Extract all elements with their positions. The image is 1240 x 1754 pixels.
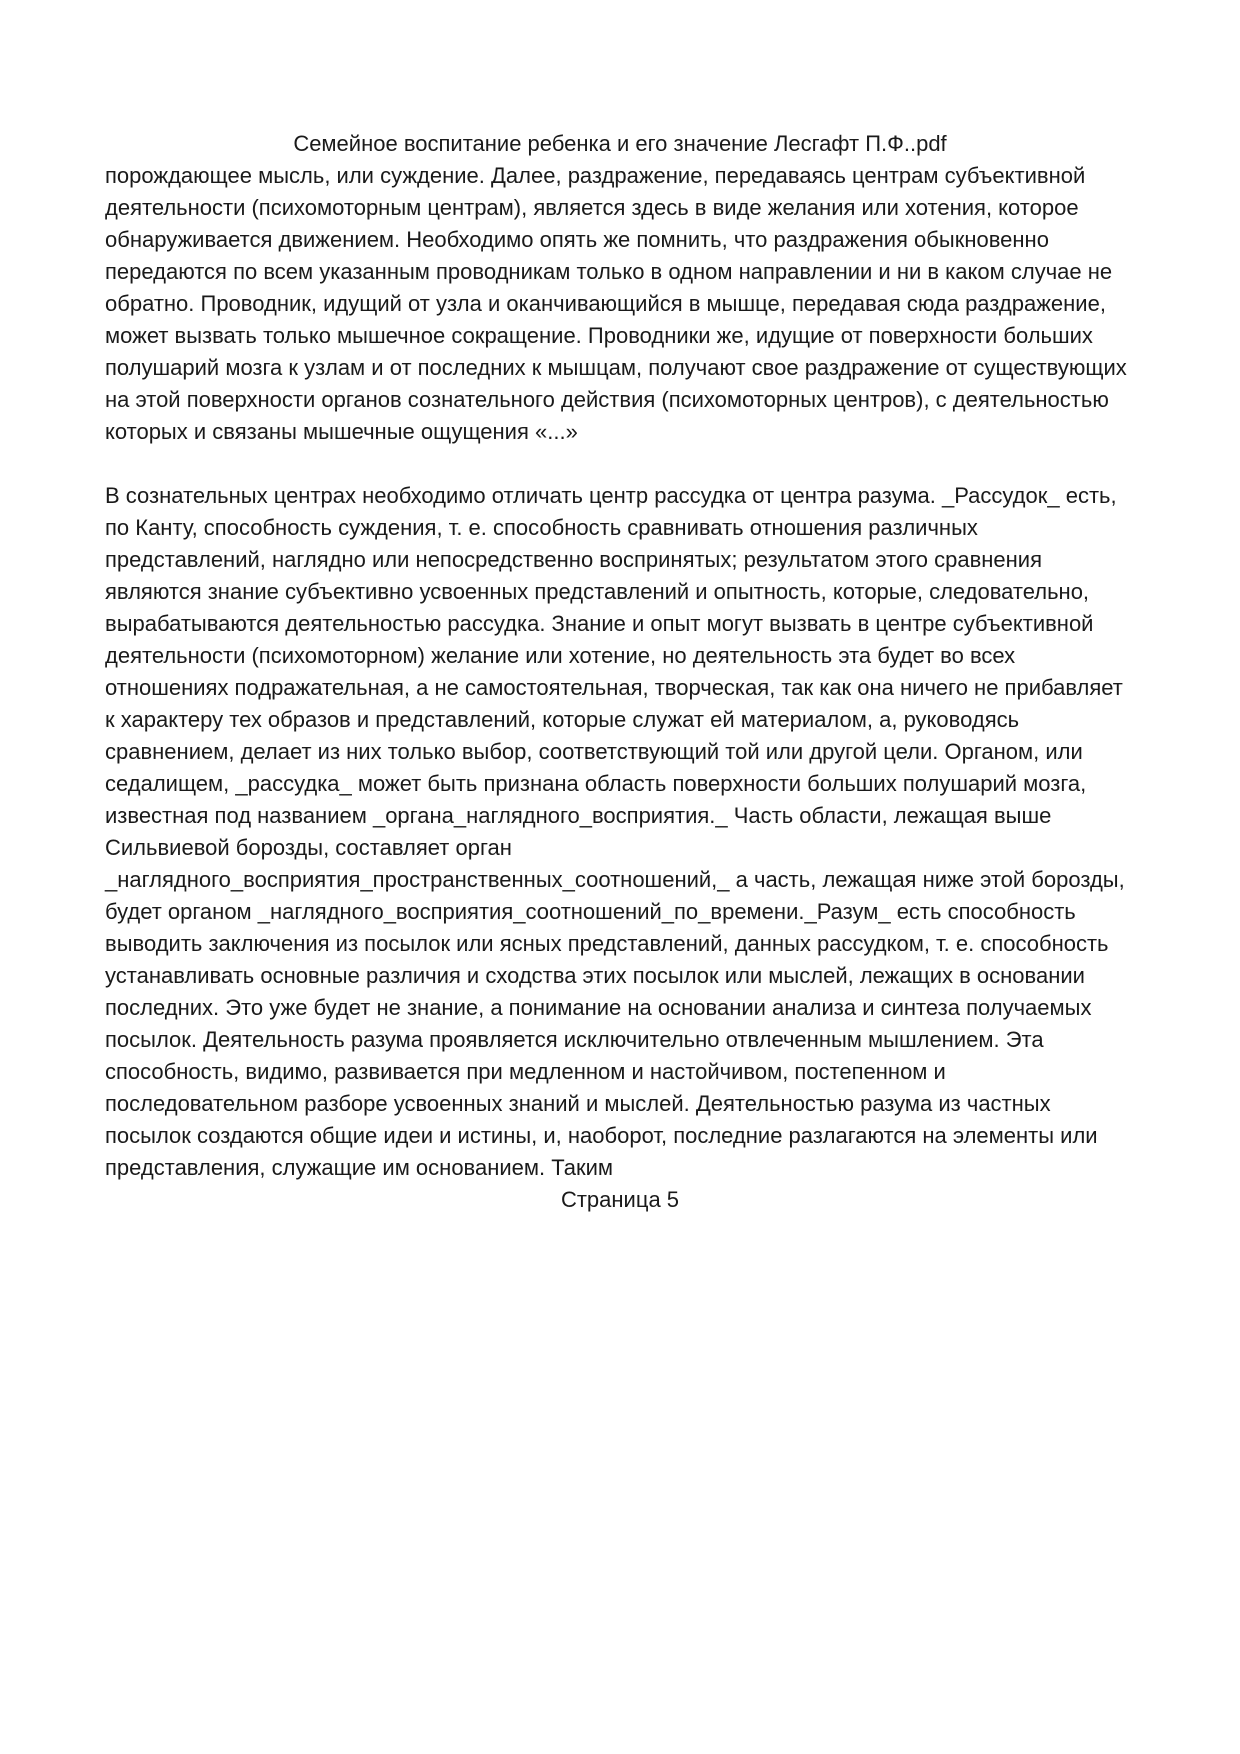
page-number: Страница 5 (560, 1187, 680, 1212)
document-title: Семейное воспитание ребенка и его значение Лесгафт П.Ф..pdf (293, 131, 947, 156)
paragraph-reason-intellect: В сознательных центрах необходимо отличать центр рассудка от центра разума. _Рассудок_ есть, по Канту, способность суждения, т. е. способность сравнивать отношения различных представлений, наглядно или непосредственно воспринятых; результатом этого сравнения являются знание субъективно усвоенных представлений и опытность, которые, следовательно, вырабатываются деятельностью рассудка. Знание и опыт могут вызвать в центре субъективной деятельности (психомоторном) желание или хотение, но деятельность эта будет во всех отношениях подражательная, а не самостоятельная, творческая, так как она ничего не прибавляет к характеру тех образов и представлений, которые служат ей материалом, а, руководясь сравнением, делает из них только выбор, соответствующий той или другой цели. Органом, или седалищем, _рассудка_ может быть признана область поверхности больших полушарий мозга, известная под названием _органа_наглядного_восприятия._ Часть области, лежащая выше Сильвиевой борозды, составляет орган _наглядного_восприятия_пространственных_соотношений,_ а часть, лежащая ниже этой борозды, будет органом _наглядного_восприятия_соотношений_по_времени._Разум_ есть способность выводить заключения из посылок или ясных представлений, данных рассудком, т. е. способность устанавливать основные различия и сходства этих посылок или мыслей, лежащих в основании последних. Это уже будет не знание, а понимание на основании анализа и синтеза получаемых посылок. Деятельность разума проявляется исключительно отвлеченным мышлением. Эта способность, видимо, развивается при медленном и настойчивом, постепенном и последовательном разборе усвоенных знаний и мыслей. Деятельностью разума из частных посылок создаются общие идеи и истины, и, наоборот, последние разлагаются на элементы или представления, служащие им основанием. Таким (105, 483, 1125, 1180)
paragraph-continuation: порождающее мысль, или суждение. Далее, раздражение, передаваясь центрам субъективной деятельности (психомоторным центрам), является здесь в виде желания или хотения, которое обнаруживается движением. Необходимо опять же помнить, что раздражения обыкновенно передаются по всем указанным проводникам только в одном направлении и ни в каком случае не обратно. Проводник, идущий от узла и оканчивающийся в мышце, передавая сюда раздражение, может вызвать только мышечное сокращение. Проводники же, идущие от поверхности больших полушарий мозга к узлам и от последних к мышцам, получают свое раздражение от существующих на этой поверхности органов сознательного действия (психомоторных центров), с деятельностью которых и связаны мышечные ощущения «...» (105, 163, 1127, 444)
